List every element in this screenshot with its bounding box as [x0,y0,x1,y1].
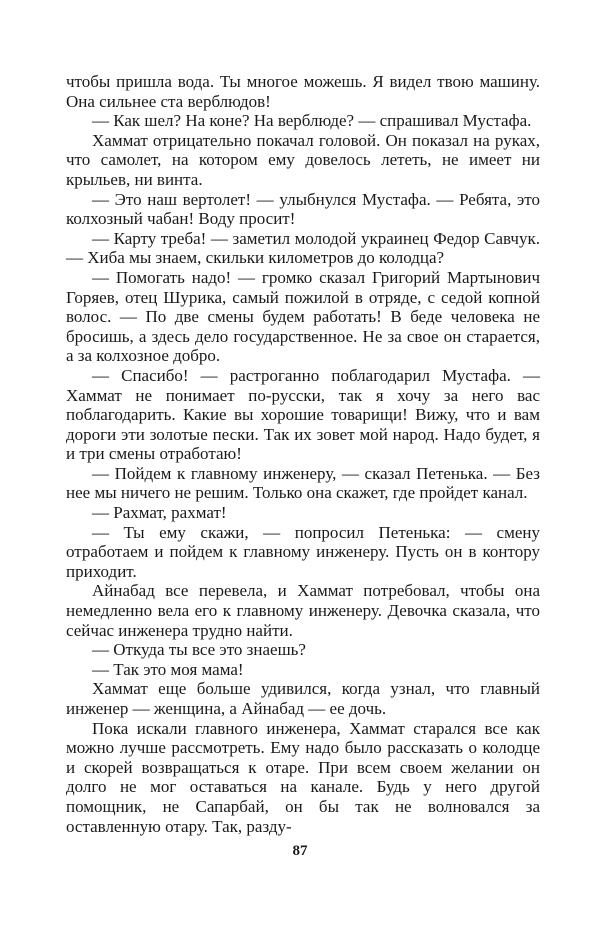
paragraph: — Так это моя мама! [92,659,244,679]
paragraph: — Карту треба! — заметил молодой украинец Федор Савчук. — Хиба мы знаем, скильки километров до колодца? [66,228,540,268]
paragraph: — Помогать надо! — громко сказал Григорий Мартынович Горяев, отец Шурика, самый пожилой в отряде, с седой копной волос. — По две смены будем работать! В беде человека не бросишь, а здесь дело государственное. Не за свое он старается, а за колхозное добро. [66,267,540,366]
paragraph: — Это наш вертолет! — улыбнулся Мустафа. — Ребята, это колхозный чабан! Воду просит! [66,189,540,229]
paragraph: — Ты ему скажи, — попросил Петенька: — смену отработаем и пойдем к главному инженеру. Пусть он в контору приходит. [66,522,540,581]
paragraph: Айнабад все перевела, и Хаммат потребовал, чтобы она немедленно вела его к главному инженеру. Девочка сказала, что сейчас инженера трудно найти. [66,581,540,640]
page-number: 87 [292,843,308,859]
paragraph: — Как шел? На коне? На верблюде? — спрашивал Мустафа. [92,111,532,131]
paragraph: чтобы пришла вода. Ты многое можешь. Я видел твою машину. Она сильнее ста верблюдов! [66,72,540,111]
paragraph: Пока искали главного инженера, Хаммат старался все как можно лучше рассмотреть. Ему надо было рассказать о колодце и скорей возвращаться к отаре. При всем своем желании он долго не мог оставаться на канале. Будь у него другой помощник, не Сапарбай, он бы так не волновался за оставленную отару. Так, разду- [66,718,540,836]
paragraph: Хаммат еще больше удивился, когда узнал, что главный инженер — женщина, а Айнабад — ее дочь. [66,679,540,718]
paragraph: — Откуда ты все это знаешь? [92,640,306,660]
paragraph: Хаммат отрицательно покачал головой. Он показал на руках, что самолет, на котором ему довелось лететь, не имеет ни крыльев, ни винта. [66,130,540,189]
page-text [66,72,540,836]
paragraph: — Пойдем к главному инженеру, — сказал Петенька. — Без нее мы ничего не решим. Только она скажет, где пройдет канал. [66,463,540,503]
paragraph: — Спасибо! — растроганно поблагодарил Мустафа. — Хаммат не понимает по-русски, так я хочу за него вас поблагодарить. Какие вы хорошие товарищи! Вижу, что и вам дороги эти золотые пески. Так их зовет мой народ. Надо будет, я и три смены отработаю! [66,365,540,464]
paragraph: — Рахмат, рахмат! [92,503,227,523]
